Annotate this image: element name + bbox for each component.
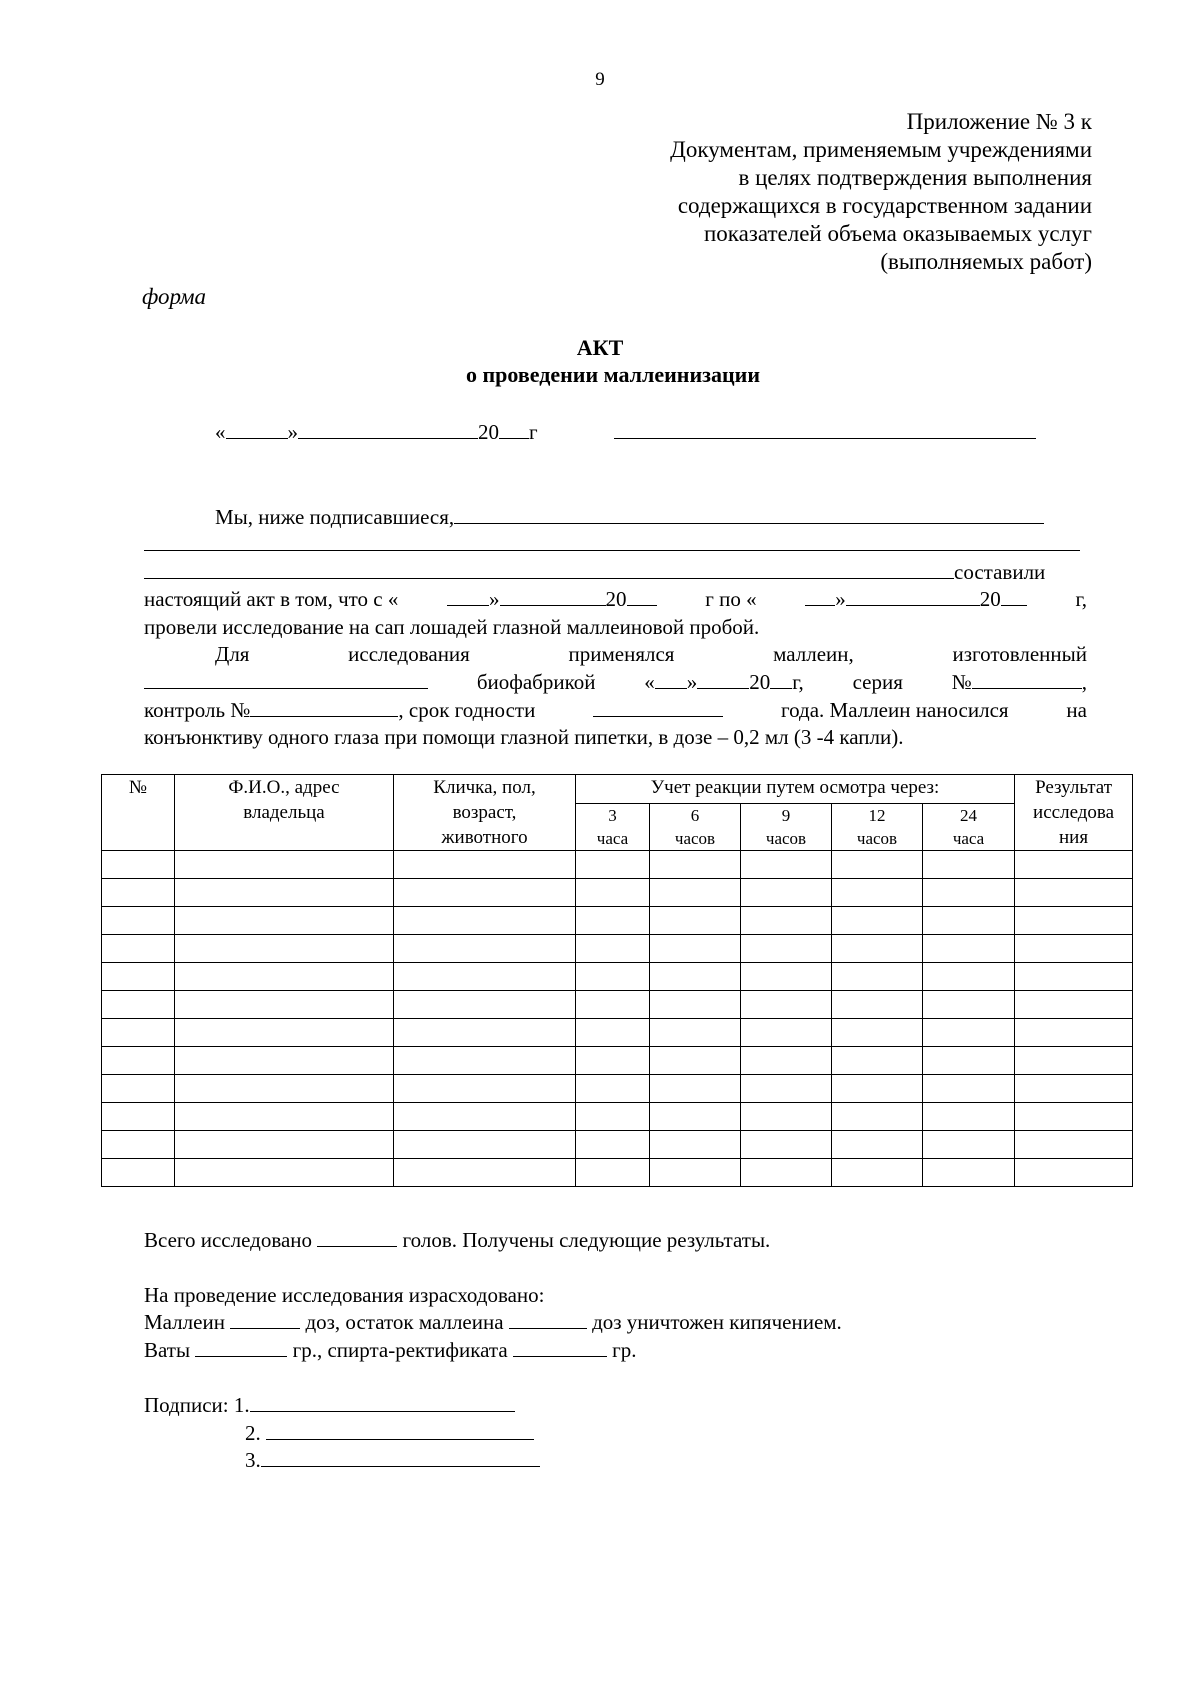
table-cell[interactable] bbox=[102, 1131, 175, 1159]
table-cell[interactable] bbox=[832, 1131, 923, 1159]
signature-number: 1. bbox=[233, 1393, 250, 1417]
used-word: Для bbox=[215, 642, 250, 666]
table-cell[interactable] bbox=[1015, 879, 1133, 907]
place-blank[interactable] bbox=[614, 419, 1036, 439]
composed-word: составили bbox=[954, 560, 1046, 584]
bio-text-3: » bbox=[686, 670, 698, 694]
appendix-line: Документам, применяемым учреждениями bbox=[670, 137, 1092, 162]
signature-3 bbox=[245, 1447, 540, 1474]
signed-names-line-2[interactable] bbox=[144, 531, 1080, 558]
table-cell[interactable] bbox=[394, 851, 576, 879]
table-cell[interactable] bbox=[576, 1159, 650, 1187]
header-owner-text: Ф.И.О., адрес владельца bbox=[228, 777, 340, 823]
spent-line: На проведение исследования израсходовано: bbox=[144, 1283, 545, 1307]
table-cell[interactable] bbox=[832, 907, 923, 935]
appendix-line: Приложение № 3 к bbox=[906, 109, 1092, 134]
table-cell[interactable] bbox=[576, 1047, 650, 1075]
table-cell[interactable] bbox=[923, 851, 1015, 879]
act-to-month-blank[interactable] bbox=[846, 586, 980, 606]
table-row bbox=[102, 1131, 1133, 1159]
time-value: 9 bbox=[781, 806, 791, 825]
bio-text-5: г, bbox=[792, 670, 804, 694]
table-cell[interactable] bbox=[576, 879, 650, 907]
table-row bbox=[102, 991, 1133, 1019]
appendix-line: содержащихся в государственном задании bbox=[677, 193, 1092, 218]
cotton-line bbox=[144, 1337, 637, 1364]
table-cell[interactable] bbox=[1015, 935, 1133, 963]
date-line bbox=[215, 419, 538, 446]
table-cell[interactable] bbox=[102, 851, 175, 879]
control-number-blank[interactable] bbox=[250, 697, 398, 717]
signature-3-blank[interactable] bbox=[261, 1447, 540, 1467]
header-animal-line: возраст, bbox=[452, 802, 517, 823]
table-cell[interactable] bbox=[650, 1131, 741, 1159]
act-from-day-blank[interactable] bbox=[447, 586, 489, 606]
table-cell[interactable] bbox=[832, 991, 923, 1019]
results-table bbox=[101, 774, 1133, 1187]
table-cell[interactable] bbox=[394, 1131, 576, 1159]
table-cell[interactable] bbox=[1015, 963, 1133, 991]
signed-names-blank-2[interactable] bbox=[144, 531, 1080, 551]
table-cell[interactable] bbox=[832, 1075, 923, 1103]
header-result-line: Результат bbox=[1035, 777, 1113, 798]
bio-text-6: серия bbox=[852, 670, 903, 694]
table-cell[interactable] bbox=[923, 907, 1015, 935]
table-row bbox=[102, 879, 1133, 907]
table-cell[interactable] bbox=[741, 879, 832, 907]
used-word: маллеин, bbox=[773, 642, 854, 666]
table-cell[interactable] bbox=[923, 963, 1015, 991]
table-cell[interactable] bbox=[650, 1159, 741, 1187]
table-row bbox=[102, 1103, 1133, 1131]
header-time-3h bbox=[576, 804, 650, 851]
table-cell[interactable] bbox=[832, 1103, 923, 1131]
total-text-2: голов. Получены следующие результаты. bbox=[402, 1228, 771, 1252]
table-cell[interactable] bbox=[832, 1019, 923, 1047]
control-text-3: года. Маллеин наносился bbox=[781, 698, 1009, 722]
place-line[interactable] bbox=[614, 419, 1036, 446]
table-cell[interactable] bbox=[102, 1047, 175, 1075]
bio-day-blank[interactable] bbox=[655, 669, 687, 689]
table-cell[interactable] bbox=[175, 1103, 394, 1131]
date-day-blank[interactable] bbox=[226, 419, 288, 439]
table-cell[interactable] bbox=[650, 1019, 741, 1047]
research-line: провели исследование на сап лошадей глазной маллеиновой пробой. bbox=[144, 615, 760, 639]
date-year-suffix: г bbox=[529, 420, 538, 444]
table-cell[interactable] bbox=[1015, 1159, 1133, 1187]
table-row bbox=[102, 1047, 1133, 1075]
act-line bbox=[144, 586, 1087, 613]
control-line bbox=[144, 697, 1087, 724]
table-cell[interactable] bbox=[1015, 1047, 1133, 1075]
table-cell[interactable] bbox=[102, 1159, 175, 1187]
composed-line bbox=[144, 559, 1045, 586]
table-cell[interactable] bbox=[741, 1159, 832, 1187]
table-cell[interactable] bbox=[175, 991, 394, 1019]
table-cell[interactable] bbox=[923, 1103, 1015, 1131]
table-cell[interactable] bbox=[175, 1131, 394, 1159]
act-from-year-blank[interactable] bbox=[627, 586, 657, 606]
header-reaction: Учет реакции путем осмотра через: bbox=[576, 775, 1015, 804]
act-text-4: г по « bbox=[705, 587, 757, 611]
table-cell[interactable] bbox=[650, 1047, 741, 1075]
table-cell[interactable] bbox=[923, 991, 1015, 1019]
total-line bbox=[144, 1227, 770, 1254]
table-row bbox=[102, 963, 1133, 991]
table-cell[interactable] bbox=[394, 879, 576, 907]
cotton-amount-blank[interactable] bbox=[195, 1337, 287, 1357]
table-cell[interactable] bbox=[175, 907, 394, 935]
table-cell[interactable] bbox=[1015, 851, 1133, 879]
table-cell[interactable] bbox=[1015, 1019, 1133, 1047]
time-unit: часов bbox=[856, 829, 898, 848]
used-word: применялся bbox=[568, 642, 675, 666]
date-open-quote: « bbox=[215, 420, 226, 444]
time-value: 12 bbox=[868, 806, 886, 825]
time-value: 24 bbox=[960, 806, 978, 825]
table-cell[interactable] bbox=[650, 907, 741, 935]
document-subtitle: о проведении маллеинизации bbox=[465, 362, 760, 387]
date-year-blank[interactable] bbox=[499, 419, 529, 439]
table-cell[interactable] bbox=[576, 1131, 650, 1159]
manufacturer-blank[interactable] bbox=[144, 669, 428, 689]
table-cell[interactable] bbox=[650, 1103, 741, 1131]
table-cell[interactable] bbox=[576, 1019, 650, 1047]
table-cell[interactable] bbox=[650, 963, 741, 991]
act-text-7: г, bbox=[1075, 587, 1087, 611]
header-number: № bbox=[102, 775, 175, 851]
table-cell[interactable] bbox=[741, 991, 832, 1019]
signature-2 bbox=[245, 1420, 534, 1447]
table-cell[interactable] bbox=[741, 963, 832, 991]
header-time-24h bbox=[923, 804, 1015, 851]
table-cell[interactable] bbox=[650, 935, 741, 963]
table-cell[interactable] bbox=[741, 935, 832, 963]
page-number: 9 bbox=[595, 69, 605, 90]
cotton-text-2: гр., спирта-ректификата bbox=[292, 1338, 508, 1362]
total-heads-blank[interactable] bbox=[317, 1227, 397, 1247]
table-cell[interactable] bbox=[923, 1019, 1015, 1047]
table-cell[interactable] bbox=[832, 879, 923, 907]
table-cell[interactable] bbox=[175, 1159, 394, 1187]
total-text-1: Всего исследовано bbox=[144, 1228, 313, 1252]
mallein-text-3: доз уничтожен кипячением. bbox=[592, 1310, 842, 1334]
control-text-2: , срок годности bbox=[398, 698, 536, 722]
date-year-prefix: 20 bbox=[478, 420, 499, 444]
table-cell[interactable] bbox=[741, 1103, 832, 1131]
header-time-6h bbox=[650, 804, 741, 851]
table-cell[interactable] bbox=[102, 1019, 175, 1047]
table-cell[interactable] bbox=[175, 1019, 394, 1047]
table-cell[interactable] bbox=[923, 1159, 1015, 1187]
header-time-9h bbox=[741, 804, 832, 851]
mallein-doses-blank[interactable] bbox=[230, 1309, 300, 1329]
table-cell[interactable] bbox=[650, 991, 741, 1019]
used-word: исследования bbox=[348, 642, 470, 666]
table-row bbox=[102, 1159, 1133, 1187]
expiry-blank[interactable] bbox=[593, 697, 723, 717]
table-cell[interactable] bbox=[741, 1019, 832, 1047]
table-cell[interactable] bbox=[741, 907, 832, 935]
bio-text-4: 20 bbox=[749, 670, 771, 694]
control-text-1: контроль № bbox=[144, 698, 251, 722]
table-cell[interactable] bbox=[175, 851, 394, 879]
header-result-line: ния bbox=[1059, 827, 1089, 848]
table-cell[interactable] bbox=[394, 1047, 576, 1075]
biofactory-line bbox=[144, 669, 1087, 696]
table-cell[interactable] bbox=[175, 1075, 394, 1103]
time-unit: часов bbox=[765, 829, 807, 848]
table-cell[interactable] bbox=[741, 1131, 832, 1159]
table-cell[interactable] bbox=[102, 879, 175, 907]
table-cell[interactable] bbox=[102, 935, 175, 963]
conjunctiva-line: конъюнктиву одного глаза при помощи глазной пипетки, в дозе – 0,2 мл (3 -4 капли). bbox=[144, 725, 904, 749]
table-row bbox=[102, 907, 1133, 935]
bio-month-blank[interactable] bbox=[697, 669, 749, 689]
table-cell[interactable] bbox=[832, 963, 923, 991]
series-blank[interactable] bbox=[972, 669, 1082, 689]
document-title: АКТ bbox=[576, 335, 624, 360]
table-cell[interactable] bbox=[394, 1019, 576, 1047]
signed-line bbox=[215, 504, 1044, 531]
cotton-text-1: Ваты bbox=[144, 1338, 191, 1362]
table-cell[interactable] bbox=[1015, 1075, 1133, 1103]
table-cell[interactable] bbox=[1015, 907, 1133, 935]
table-cell[interactable] bbox=[832, 1159, 923, 1187]
table-cell[interactable] bbox=[394, 907, 576, 935]
table-cell[interactable] bbox=[394, 1159, 576, 1187]
table-cell[interactable] bbox=[832, 851, 923, 879]
mallein-line bbox=[144, 1309, 842, 1336]
table-cell[interactable] bbox=[576, 851, 650, 879]
date-close-quote: » bbox=[287, 420, 298, 444]
table-cell[interactable] bbox=[576, 1103, 650, 1131]
header-owner bbox=[175, 775, 394, 851]
table-cell[interactable] bbox=[394, 1075, 576, 1103]
time-unit: часа bbox=[596, 829, 629, 848]
table-body bbox=[102, 851, 1133, 1187]
table-cell[interactable] bbox=[394, 935, 576, 963]
table-cell[interactable] bbox=[175, 963, 394, 991]
header-animal-line: Кличка, пол, bbox=[433, 777, 536, 798]
act-text-3: 20 bbox=[605, 587, 627, 611]
bio-year-blank[interactable] bbox=[770, 669, 792, 689]
table-cell[interactable] bbox=[576, 963, 650, 991]
used-line bbox=[215, 641, 1087, 668]
table-row bbox=[102, 1075, 1133, 1103]
act-to-day-blank[interactable] bbox=[805, 586, 835, 606]
form-label: форма bbox=[142, 284, 207, 309]
table-row bbox=[102, 935, 1133, 963]
table-row bbox=[102, 851, 1133, 879]
table-cell[interactable] bbox=[102, 907, 175, 935]
appendix-line: показателей объема оказываемых услуг bbox=[703, 221, 1092, 246]
table-cell[interactable] bbox=[102, 1103, 175, 1131]
appendix-line: в целях подтверждения выполнения bbox=[738, 165, 1092, 190]
signature-1 bbox=[144, 1392, 515, 1419]
table-cell[interactable] bbox=[923, 1075, 1015, 1103]
table-cell[interactable] bbox=[102, 991, 175, 1019]
signature-number: 3. bbox=[245, 1448, 261, 1472]
signature-number: 2. bbox=[245, 1421, 261, 1445]
table-cell[interactable] bbox=[832, 1047, 923, 1075]
act-text-2: » bbox=[489, 587, 500, 611]
bio-text-8: , bbox=[1081, 670, 1087, 694]
header-result bbox=[1015, 775, 1133, 851]
table-cell[interactable] bbox=[576, 1075, 650, 1103]
table-cell[interactable] bbox=[650, 879, 741, 907]
appendix-line: (выполняемых работ) bbox=[880, 249, 1092, 274]
table-cell[interactable] bbox=[394, 991, 576, 1019]
time-unit: часов bbox=[674, 829, 716, 848]
table-cell[interactable] bbox=[175, 879, 394, 907]
time-unit: часа bbox=[952, 829, 985, 848]
signature-2-blank[interactable] bbox=[266, 1420, 534, 1440]
table-cell[interactable] bbox=[923, 1131, 1015, 1159]
table-cell[interactable] bbox=[832, 935, 923, 963]
table-cell[interactable] bbox=[741, 1075, 832, 1103]
signed-prefix: Мы, ниже подписавшиеся, bbox=[215, 505, 455, 529]
table-cell[interactable] bbox=[102, 963, 175, 991]
act-text-6: 20 bbox=[979, 587, 1001, 611]
table-cell[interactable] bbox=[741, 1047, 832, 1075]
mallein-text-1: Маллеин bbox=[144, 1310, 225, 1334]
header-animal-line: животного bbox=[441, 827, 528, 848]
table-cell[interactable] bbox=[576, 935, 650, 963]
table-cell[interactable] bbox=[1015, 1131, 1133, 1159]
table-cell[interactable] bbox=[394, 963, 576, 991]
signed-names-blank[interactable] bbox=[454, 504, 1044, 524]
signed-names-blank-3[interactable] bbox=[144, 559, 954, 579]
table-cell[interactable] bbox=[576, 991, 650, 1019]
act-from-month-blank[interactable] bbox=[500, 586, 606, 606]
table-cell[interactable] bbox=[394, 1103, 576, 1131]
mallein-remaining-blank[interactable] bbox=[509, 1309, 587, 1329]
act-text-5: » bbox=[835, 587, 846, 611]
table-row bbox=[102, 1019, 1133, 1047]
bio-text-7: № bbox=[951, 670, 972, 694]
table-cell[interactable] bbox=[650, 851, 741, 879]
table-cell[interactable] bbox=[741, 851, 832, 879]
table-cell[interactable] bbox=[923, 935, 1015, 963]
table-cell[interactable] bbox=[175, 935, 394, 963]
header-time-12h bbox=[832, 804, 923, 851]
header-result-line: исследова bbox=[1033, 802, 1115, 823]
control-text-4: на bbox=[1066, 698, 1087, 722]
table-cell[interactable] bbox=[923, 1047, 1015, 1075]
table-cell[interactable] bbox=[102, 1075, 175, 1103]
time-value: 6 bbox=[690, 806, 700, 825]
signature-1-blank[interactable] bbox=[250, 1392, 515, 1412]
table-cell[interactable] bbox=[1015, 991, 1133, 1019]
table-cell[interactable] bbox=[1015, 1103, 1133, 1131]
act-text-1: настоящий акт в том, что с « bbox=[144, 587, 399, 611]
header-animal bbox=[394, 775, 576, 851]
mallein-text-2: доз, остаток маллеина bbox=[305, 1310, 504, 1334]
spirit-amount-blank[interactable] bbox=[513, 1337, 607, 1357]
act-to-year-blank[interactable] bbox=[1001, 586, 1027, 606]
table-cell[interactable] bbox=[175, 1047, 394, 1075]
used-word: изготовленный bbox=[952, 642, 1087, 666]
table-cell[interactable] bbox=[650, 1075, 741, 1103]
bio-text-1: биофабрикой bbox=[476, 670, 596, 694]
bio-text-2: « bbox=[644, 670, 655, 694]
cotton-text-3: гр. bbox=[612, 1338, 637, 1362]
time-value: 3 bbox=[608, 806, 617, 825]
table-cell[interactable] bbox=[576, 907, 650, 935]
signatures-label: Подписи: bbox=[144, 1393, 229, 1417]
table-cell[interactable] bbox=[923, 879, 1015, 907]
date-month-blank[interactable] bbox=[298, 419, 478, 439]
